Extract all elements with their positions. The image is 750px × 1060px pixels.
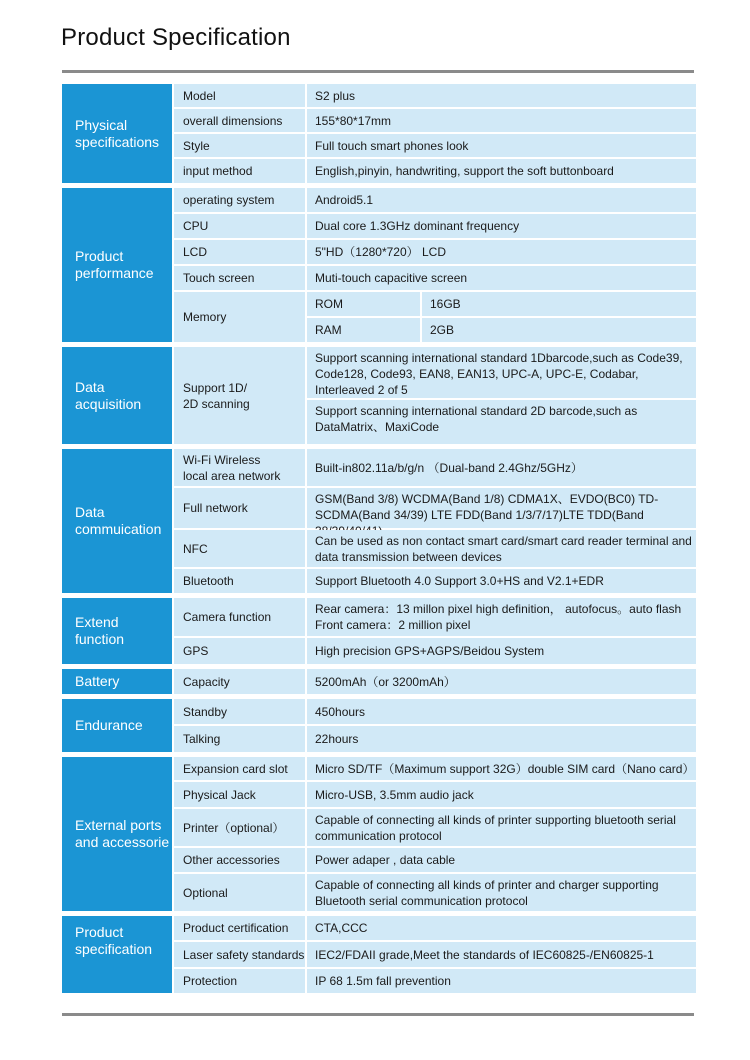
spec-key: NFC bbox=[174, 530, 305, 567]
spec-key: Expansion card slot bbox=[174, 757, 305, 780]
spec-key: Talking bbox=[174, 726, 305, 752]
spec-row-gps bbox=[174, 638, 696, 664]
spec-value: 22hours bbox=[307, 726, 696, 752]
spec-row-dimensions bbox=[174, 109, 696, 132]
spec-row-protection bbox=[174, 969, 696, 993]
spec-row-model bbox=[174, 84, 696, 107]
spec-subvalue: 2GB bbox=[422, 318, 696, 342]
spec-row-printer bbox=[174, 809, 696, 846]
section-label: Battery bbox=[62, 669, 172, 694]
spec-row-other-accessories bbox=[174, 848, 696, 872]
spec-value: Capable of connecting all kinds of printer supporting bluetooth serial communication protocol bbox=[307, 809, 696, 846]
section-label: External ports and accessorie bbox=[62, 757, 172, 911]
spec-key: Product certification bbox=[174, 916, 305, 940]
section-external bbox=[62, 757, 696, 911]
spec-row-laser-safety bbox=[174, 942, 696, 967]
spec-key: CPU bbox=[174, 214, 305, 238]
spec-key: LCD bbox=[174, 240, 305, 264]
spec-value: CTA,CCC bbox=[307, 916, 696, 940]
spec-value: Micro SD/TF（Maximum support 32G）double SIM card（Nano card） bbox=[307, 757, 696, 780]
section-communication bbox=[62, 449, 696, 593]
spec-value: GSM(Band 3/8) WCDMA(Band 1/8) CDMA1X、EVDO(BC0) TD-SCDMA(Band 34/39) LTE FDD(Band 1/3/7/17)LTE TDD(Band bbox=[307, 488, 696, 528]
spec-subkey: ROM bbox=[307, 292, 420, 316]
spec-row-cpu bbox=[174, 214, 696, 238]
memory-rom-row bbox=[307, 292, 696, 316]
spec-key: Protection bbox=[174, 969, 305, 993]
spec-key: Printer（optional） bbox=[174, 809, 305, 846]
spec-row-touch-screen bbox=[174, 266, 696, 290]
section-label: Physical specifications bbox=[62, 84, 172, 183]
spec-row-memory bbox=[174, 292, 696, 342]
spec-subkey: RAM bbox=[307, 318, 420, 342]
spec-key: input method bbox=[174, 159, 305, 183]
spec-row-os bbox=[174, 188, 696, 212]
spec-key: Wi-Fi Wireless local area network bbox=[174, 449, 305, 486]
bottom-divider bbox=[62, 1013, 694, 1016]
spec-key: Touch screen bbox=[174, 266, 305, 290]
section-physical bbox=[62, 84, 696, 183]
spec-row-camera bbox=[174, 598, 696, 636]
spec-row-certification bbox=[174, 916, 696, 940]
spec-row-wifi bbox=[174, 449, 696, 486]
spec-value: Power adaper , data cable bbox=[307, 848, 696, 872]
spec-key: Bluetooth bbox=[174, 569, 305, 593]
spec-value-2d: Support scanning international standard 2D barcode,such as DataMatrix、MaxiCode bbox=[307, 400, 696, 444]
spec-key: Standby bbox=[174, 699, 305, 724]
spec-value: High precision GPS+AGPS/Beidou System bbox=[307, 638, 696, 664]
spec-row-bluetooth bbox=[174, 569, 696, 593]
spec-key: Full network bbox=[174, 488, 305, 528]
spec-value-1d: Support scanning international standard 1Dbarcode,such as Code39, Code128, Code93, EAN8, EAN13, UPC-A, UPC-E, Codabar, Interleaved 2 of 5 bbox=[307, 347, 696, 398]
spec-value: Capable of connecting all kinds of printer and charger supporting Bluetooth serial communication protocol bbox=[307, 874, 696, 911]
section-label: Endurance bbox=[62, 699, 172, 752]
spec-key: GPS bbox=[174, 638, 305, 664]
spec-subvalue: 16GB bbox=[422, 292, 696, 316]
memory-ram-row bbox=[307, 318, 696, 342]
spec-value: Dual core 1.3GHz dominant frequency bbox=[307, 214, 696, 238]
page-title: Product Specification bbox=[61, 24, 291, 51]
spec-value: Can be used as non contact smart card/smart card reader terminal and data transmission between devices bbox=[307, 530, 696, 567]
spec-key: Other accessories bbox=[174, 848, 305, 872]
section-endurance bbox=[62, 699, 696, 752]
spec-key: Optional bbox=[174, 874, 305, 911]
spec-key: Model bbox=[174, 84, 305, 107]
spec-value: Support Bluetooth 4.0 Support 3.0+HS and V2.1+EDR bbox=[307, 569, 696, 593]
spec-row-full-network bbox=[174, 488, 696, 528]
title-divider bbox=[62, 70, 694, 73]
spec-row-talking bbox=[174, 726, 696, 752]
spec-row-expansion bbox=[174, 757, 696, 780]
spec-value: IP 68 1.5m fall prevention bbox=[307, 969, 696, 993]
spec-value: 450hours bbox=[307, 699, 696, 724]
spec-value: Micro-USB, 3.5mm audio jack bbox=[307, 782, 696, 807]
section-acquisition bbox=[62, 347, 696, 444]
spec-value: Android5.1 bbox=[307, 188, 696, 212]
spec-key: operating system bbox=[174, 188, 305, 212]
spec-value: IEC2/FDAII grade,Meet the standards of IEC60825-/EN60825-1 bbox=[307, 942, 696, 967]
spec-value: Muti-touch capacitive screen bbox=[307, 266, 696, 290]
section-label: Product specification bbox=[62, 916, 172, 993]
spec-row-nfc bbox=[174, 530, 696, 567]
section-label: Data acquisition bbox=[62, 347, 172, 444]
section-label: Extend function bbox=[62, 598, 172, 664]
spec-key: Memory bbox=[174, 292, 305, 342]
spec-value: English,pinyin, handwriting, support the soft buttonboard bbox=[307, 159, 696, 183]
spec-value: 155*80*17mm bbox=[307, 109, 696, 132]
spec-key: Camera function bbox=[174, 598, 305, 636]
spec-value: Built-in802.11a/b/g/n （Dual-band 2.4Ghz/5GHz） bbox=[307, 449, 696, 486]
spec-key: overall dimensions bbox=[174, 109, 305, 132]
spec-row-optional bbox=[174, 874, 696, 911]
spec-key: Laser safety standards bbox=[174, 942, 305, 967]
section-battery bbox=[62, 669, 696, 694]
section-performance bbox=[62, 188, 696, 342]
spec-key: Support 1D/ 2D scanning bbox=[174, 347, 305, 444]
spec-value: Rear camera：13 millon pixel high definition， autofocus。auto flash Front camera：2 million pixel bbox=[307, 598, 696, 636]
spec-table bbox=[62, 84, 696, 998]
spec-row-lcd bbox=[174, 240, 696, 264]
section-label: Product performance bbox=[62, 188, 172, 342]
spec-row-capacity bbox=[174, 669, 696, 694]
spec-row-input-method bbox=[174, 159, 696, 183]
spec-row-scanning bbox=[174, 347, 696, 444]
spec-value: 5"HD（1280*720） LCD bbox=[307, 240, 696, 264]
spec-key: Physical Jack bbox=[174, 782, 305, 807]
spec-key: Capacity bbox=[174, 669, 305, 694]
spec-value: S2 plus bbox=[307, 84, 696, 107]
section-extend bbox=[62, 598, 696, 664]
spec-row-physical-jack bbox=[174, 782, 696, 807]
spec-row-style bbox=[174, 134, 696, 157]
section-label: Data commuication bbox=[62, 449, 172, 593]
spec-key: Style bbox=[174, 134, 305, 157]
spec-row-standby bbox=[174, 699, 696, 724]
spec-value: 5200mAh（or 3200mAh） bbox=[307, 669, 696, 694]
spec-value: Full touch smart phones look bbox=[307, 134, 696, 157]
section-product-spec bbox=[62, 916, 696, 993]
